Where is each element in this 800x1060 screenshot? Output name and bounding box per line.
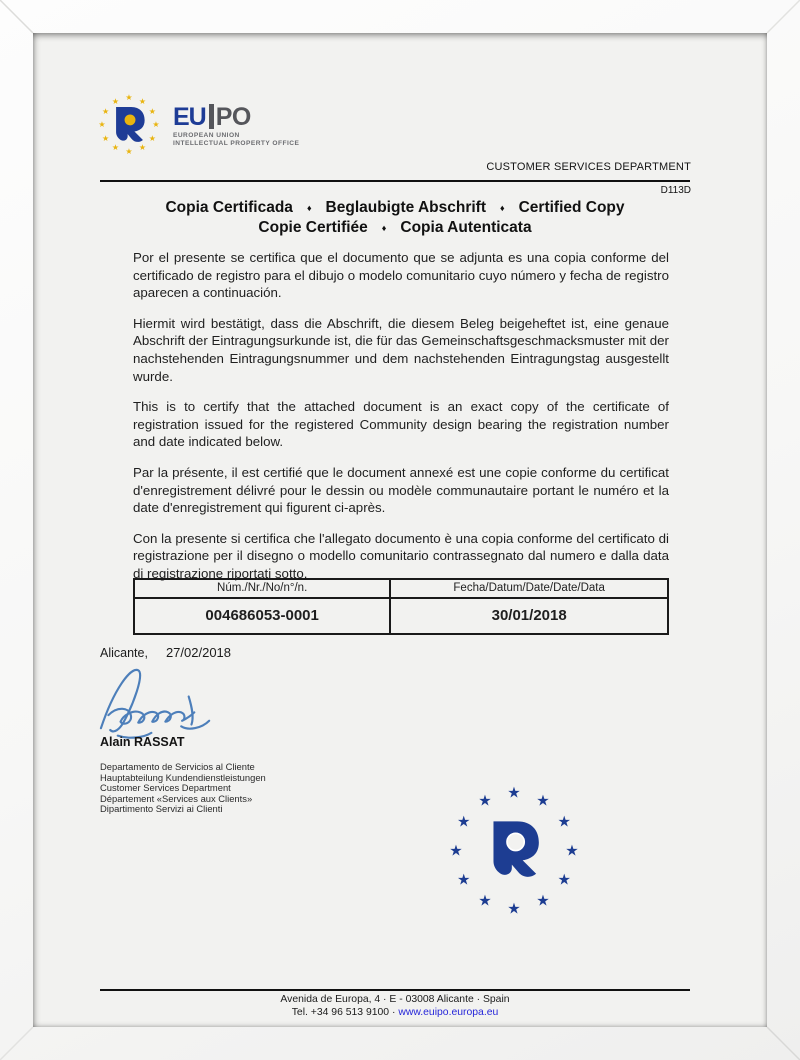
- eu-star-icon: ★: [148, 106, 156, 116]
- signing-place: Alicante,: [100, 646, 148, 660]
- registered-design-r-icon: [112, 106, 146, 144]
- title-text: Beglaubigte Abschrift: [325, 199, 486, 216]
- department-heading: CUSTOMER SERVICES DEPARTMENT: [486, 161, 691, 173]
- place-date-line: [100, 645, 231, 660]
- department-translations-list: [100, 762, 266, 815]
- department-translation-item: Dipartimento Servizi ai Clienti: [100, 803, 223, 815]
- logo-tagline-line2: INTELLECTUAL PROPERTY OFFICE: [173, 140, 300, 147]
- department-translation-item: Customer Services Department: [100, 782, 231, 794]
- title-line-2: [100, 218, 690, 238]
- eu-star-icon: ★: [557, 870, 571, 889]
- footer-website-link[interactable]: www.euipo.europa.eu: [398, 1006, 499, 1018]
- department-translation-item: Département «Services aux Clients»: [100, 792, 253, 804]
- registered-design-r-large-icon: [487, 820, 541, 880]
- diamond-separator-icon: ♦: [381, 223, 387, 233]
- wordmark-po: PO: [215, 103, 251, 131]
- logo-tagline-line1: EUROPEAN UNION: [173, 132, 240, 139]
- signing-date: 27/02/2018: [165, 645, 232, 660]
- footer: [100, 994, 690, 1019]
- eu-star-icon: ★: [125, 93, 133, 102]
- date-header-cell: Fecha/Datum/Date/Date/Data: [390, 579, 668, 598]
- eu-star-icon: ★: [138, 143, 147, 153]
- eu-star-icon: ★: [98, 120, 106, 129]
- eu-star-icon: ★: [507, 783, 521, 802]
- eu-star-icon: ★: [536, 791, 550, 810]
- diamond-separator-icon: ♦: [306, 203, 312, 213]
- registration-date-value: 30/01/2018: [390, 598, 668, 634]
- footer-address: Avenida de Europa, 4 · E - 03008 Alicante · Spain: [280, 994, 510, 1005]
- certification-paragraphs: [133, 249, 669, 596]
- registration-number-value: 004686053-0001: [134, 598, 390, 634]
- eu-star-icon: ★: [449, 841, 463, 860]
- footer-rule: [100, 989, 690, 991]
- certificate-page: [33, 33, 767, 1027]
- handwritten-signature: [95, 661, 245, 745]
- wordmark-eu: EU: [173, 103, 206, 131]
- document-code: D113D: [660, 185, 691, 196]
- table-value-row: [134, 598, 668, 634]
- eu-star-icon: ★: [457, 812, 471, 831]
- title-line-1: [100, 198, 690, 218]
- eu-star-icon: ★: [457, 870, 471, 889]
- table-header-row: [134, 579, 668, 598]
- number-header-cell: Núm./Nr./No/n°/n.: [134, 579, 390, 598]
- eu-star-icon: ★: [557, 812, 571, 831]
- eu-star-icon: ★: [152, 120, 160, 129]
- eu-star-icon: ★: [148, 133, 156, 143]
- eu-star-icon: ★: [536, 891, 550, 910]
- eu-star-icon: ★: [125, 147, 133, 156]
- department-translation-item: Departamento de Servicios al Cliente: [100, 761, 255, 772]
- certification-paragraph-en: This is to certify that the attached document is an exact copy of the certificate of registration issued for the registered Community design bearing the registration number and date indicated below.: [133, 399, 669, 450]
- eu-star-icon: ★: [565, 841, 579, 860]
- rcd-logo: [447, 784, 581, 918]
- footer-telephone: Tel. +34 96 513 9100 ·: [291, 1006, 396, 1018]
- certification-paragraph-es: Por el presente se certifica que el documento que se adjunta es una copia conforme del certificado de registro para el dibujo o modelo comunitario cuyo número y fecha de registro aparecen a continuación.: [133, 250, 669, 301]
- eu-star-icon: ★: [111, 143, 120, 153]
- eu-star-icon: ★: [102, 133, 110, 143]
- title-text: Copia Autenticata: [400, 219, 532, 236]
- title-text: Certified Copy: [518, 199, 625, 216]
- title-text: Copia Certificada: [165, 199, 293, 216]
- euipo-wordmark: [173, 103, 299, 148]
- certification-paragraph-it: Con la presente si certifica che l'allegato documento è una copia conforme del certificato di registrazione per il disegno o modello comunitario contrassegnato dal numero e dalla data di registrazione riportati sotto.: [133, 530, 669, 581]
- eu-star-icon: ★: [102, 106, 110, 116]
- eu-star-icon: ★: [478, 791, 492, 810]
- certification-paragraph-fr: Par la présente, il est certifié que le document annexé est une copie conforme du certificat d'enregistrement délivré pour le dessin ou modèle communautaire portant le numéro et la date d'enregistrement qui figurent ci-après.: [133, 464, 669, 516]
- department-translation-item: Hauptabteilung Kundendienstleistungen: [100, 771, 266, 783]
- eu-star-icon: ★: [478, 891, 492, 910]
- eu-star-icon: ★: [507, 899, 521, 918]
- footer-contact-line: [100, 1007, 690, 1020]
- registration-table: [133, 578, 669, 635]
- header-rule: [100, 180, 690, 182]
- eu-star-icon: ★: [111, 96, 120, 106]
- diamond-separator-icon: ♦: [500, 203, 505, 213]
- certificate-title: [100, 198, 690, 238]
- certification-paragraph-de: Hiermit wird bestätigt, dass die Abschrift, die diesem Beleg beigeheftet ist, eine genaue Abschrift der Eintragungsurkunde ist, die für das Gemeinschaftsgeschmacksmuster mit der nachstehenden Eintragungsnummer und dem nachstehenden Eintragungstag ausgestellt wurde.: [133, 315, 669, 384]
- signatory-name: Alain RASSAT: [100, 735, 185, 749]
- wordmark-i-bar-icon: [209, 104, 214, 129]
- title-text: Copie Certifiée: [258, 219, 368, 236]
- euipo-logo: [97, 93, 397, 165]
- eu-star-icon: ★: [138, 96, 147, 106]
